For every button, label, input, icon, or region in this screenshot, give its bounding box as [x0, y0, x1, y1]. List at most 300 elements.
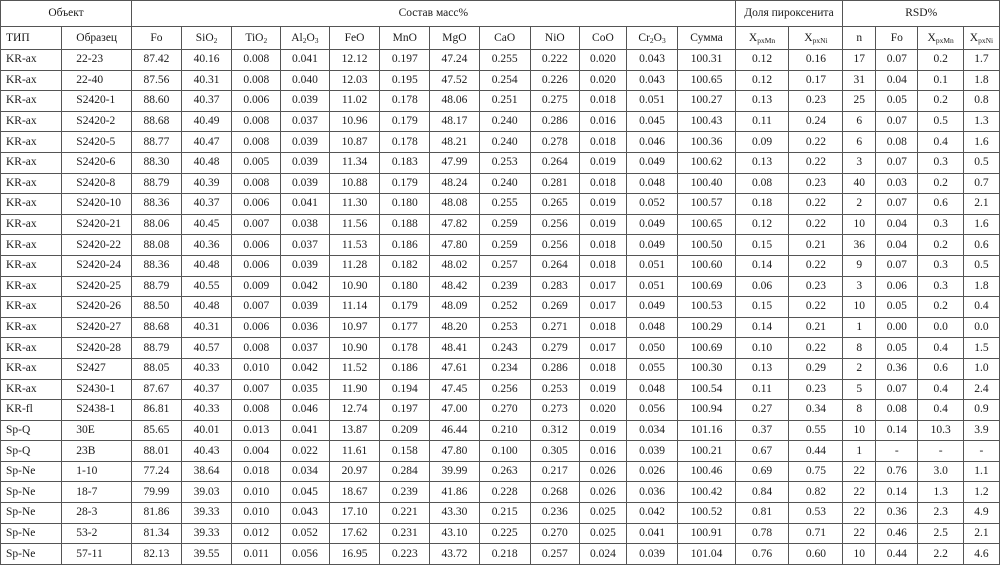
cell-xpxmn: 0.11	[735, 111, 789, 132]
cell-rsd-xpxmn: 0.3	[918, 214, 963, 235]
cell-n: 10	[843, 297, 876, 318]
cell-rsd-xpxmn: 0.4	[918, 400, 963, 421]
table-row	[1, 276, 1000, 297]
cell-type: Sp-Ne	[1, 544, 62, 565]
cell-mno: 0.209	[380, 420, 430, 441]
column-header-xpxmn: $X_{pxMn}$	[735, 27, 789, 50]
column-header-al2o3: $Al_2O_3$	[281, 27, 330, 50]
table-row	[1, 50, 1000, 71]
cell-al2o3: 0.037	[281, 338, 330, 359]
cell-cao: 0.255	[479, 194, 530, 215]
cell-coo: 0.018	[580, 255, 627, 276]
table-row	[1, 544, 1000, 565]
cell-cao: 0.240	[479, 111, 530, 132]
cell-rsd-xpxmn: 10.3	[918, 420, 963, 441]
cell-xpxni: 0.29	[789, 358, 843, 379]
cell-xpxmn: 0.06	[735, 276, 789, 297]
cell-mgo: 41.86	[430, 482, 480, 503]
cell-sample: S2420-8	[62, 173, 132, 194]
cell-feo: 10.87	[329, 132, 380, 153]
cell-rsd-xpxmn: 0.3	[918, 276, 963, 297]
cell-sio2: 40.36	[181, 235, 232, 256]
cell-mno: 0.231	[380, 523, 430, 544]
cell-tio2: 0.007	[232, 214, 281, 235]
cell-xpxni: 0.16	[789, 50, 843, 71]
cell-mno: 0.223	[380, 544, 430, 565]
cell-fo: 88.79	[132, 338, 182, 359]
cell-rsd-xpxni: 1.0	[963, 358, 999, 379]
cell-nio: 0.281	[530, 173, 580, 194]
cell-al2o3: 0.056	[281, 544, 330, 565]
cell-rsd-fo: 0.08	[876, 400, 918, 421]
cell-n: 31	[843, 70, 876, 91]
cell-fo: 87.67	[132, 379, 182, 400]
table-row	[1, 255, 1000, 276]
object-group-header: Объект	[1, 1, 132, 27]
cell-tio2: 0.008	[232, 173, 281, 194]
cell-cr2o3: 0.049	[626, 152, 678, 173]
cell-coo: 0.016	[580, 111, 627, 132]
cell-mno: 0.180	[380, 276, 430, 297]
cell-coo: 0.019	[580, 420, 627, 441]
cell-rsd-xpxni: 1.6	[963, 214, 999, 235]
cell-fo: 77.24	[132, 461, 182, 482]
cell-tio2: 0.006	[232, 91, 281, 112]
cell-xpxni: 0.22	[789, 152, 843, 173]
cell-rsd-xpxmn: 0.2	[918, 91, 963, 112]
cell-n: 10	[843, 214, 876, 235]
cell-al2o3: 0.042	[281, 358, 330, 379]
cell-sum: 100.91	[678, 523, 735, 544]
cell-nio: 0.279	[530, 338, 580, 359]
cell-xpxni: 0.23	[789, 173, 843, 194]
cell-mgo: 48.24	[430, 173, 480, 194]
cell-rsd-fo: 0.06	[876, 276, 918, 297]
cell-al2o3: 0.039	[281, 152, 330, 173]
cell-fo: 87.42	[132, 50, 182, 71]
cell-rsd-xpxmn: 0.4	[918, 379, 963, 400]
cell-feo: 17.62	[329, 523, 380, 544]
cell-mno: 0.188	[380, 214, 430, 235]
table-body	[1, 50, 1000, 565]
cell-al2o3: 0.039	[281, 91, 330, 112]
cell-rsd-xpxni: 0.6	[963, 235, 999, 256]
cell-rsd-xpxni: 0.4	[963, 297, 999, 318]
column-header-rsd-xpxni: $X_{pxNi}$	[963, 27, 999, 50]
table-row	[1, 461, 1000, 482]
cell-mgo: 48.02	[430, 255, 480, 276]
cell-sum: 100.27	[678, 91, 735, 112]
cell-feo: 10.96	[329, 111, 380, 132]
cell-sio2: 40.48	[181, 255, 232, 276]
cell-sum: 100.60	[678, 255, 735, 276]
cell-feo: 20.97	[329, 461, 380, 482]
cell-cao: 0.255	[479, 50, 530, 71]
cell-rsd-fo: 0.05	[876, 91, 918, 112]
cell-n: 10	[843, 420, 876, 441]
cell-al2o3: 0.022	[281, 441, 330, 462]
composition-group-header: Состав масс%	[132, 1, 736, 27]
cell-rsd-xpxni: 0.5	[963, 255, 999, 276]
cell-sio2: 40.39	[181, 173, 232, 194]
cell-nio: 0.236	[530, 503, 580, 524]
cell-rsd-fo: 0.05	[876, 338, 918, 359]
cell-sample: S2420-25	[62, 276, 132, 297]
cell-al2o3: 0.041	[281, 194, 330, 215]
cell-n: 22	[843, 523, 876, 544]
table-row	[1, 317, 1000, 338]
cell-sio2: 40.48	[181, 152, 232, 173]
cell-nio: 0.226	[530, 70, 580, 91]
cell-rsd-xpxmn: 2.5	[918, 523, 963, 544]
cell-al2o3: 0.043	[281, 503, 330, 524]
cell-coo: 0.020	[580, 400, 627, 421]
cell-nio: 0.264	[530, 152, 580, 173]
cell-rsd-xpxmn: 0.6	[918, 358, 963, 379]
table-row	[1, 173, 1000, 194]
cell-xpxmn: 0.67	[735, 441, 789, 462]
cell-fo: 88.79	[132, 276, 182, 297]
cell-mno: 0.158	[380, 441, 430, 462]
cell-xpxmn: 0.10	[735, 338, 789, 359]
column-header-mgo: MgO	[430, 27, 480, 50]
cell-sample: S2420-26	[62, 297, 132, 318]
cell-feo: 11.56	[329, 214, 380, 235]
cell-type: Sp-Ne	[1, 523, 62, 544]
cell-feo: 11.90	[329, 379, 380, 400]
cell-sio2: 40.55	[181, 276, 232, 297]
cell-tio2: 0.008	[232, 400, 281, 421]
cell-n: 40	[843, 173, 876, 194]
cell-cao: 0.252	[479, 297, 530, 318]
cell-feo: 17.10	[329, 503, 380, 524]
cell-coo: 0.017	[580, 276, 627, 297]
cell-rsd-fo: 0.04	[876, 214, 918, 235]
cell-al2o3: 0.039	[281, 297, 330, 318]
cell-mgo: 47.52	[430, 70, 480, 91]
cell-tio2: 0.010	[232, 358, 281, 379]
cell-xpxmn: 0.12	[735, 50, 789, 71]
cell-mgo: 47.80	[430, 235, 480, 256]
cell-sum: 101.16	[678, 420, 735, 441]
cell-rsd-xpxni: 0.0	[963, 317, 999, 338]
cell-nio: 0.286	[530, 111, 580, 132]
cell-mno: 0.197	[380, 50, 430, 71]
cell-fo: 88.01	[132, 441, 182, 462]
cell-rsd-xpxmn: 0.5	[918, 111, 963, 132]
cell-tio2: 0.011	[232, 544, 281, 565]
cell-coo: 0.018	[580, 132, 627, 153]
cell-rsd-xpxmn: 0.4	[918, 132, 963, 153]
cell-rsd-xpxmn: 0.4	[918, 338, 963, 359]
cell-sum: 100.31	[678, 50, 735, 71]
cell-cao: 0.225	[479, 523, 530, 544]
cell-nio: 0.264	[530, 255, 580, 276]
cell-type: KR-ax	[1, 70, 62, 91]
cell-mgo: 43.30	[430, 503, 480, 524]
cell-mgo: 47.61	[430, 358, 480, 379]
cell-al2o3: 0.052	[281, 523, 330, 544]
table-row	[1, 400, 1000, 421]
cell-mno: 0.177	[380, 317, 430, 338]
cell-tio2: 0.007	[232, 379, 281, 400]
table-row	[1, 91, 1000, 112]
cell-sample: S2420-5	[62, 132, 132, 153]
cell-xpxni: 0.23	[789, 379, 843, 400]
cell-feo: 11.52	[329, 358, 380, 379]
cell-xpxni: 0.24	[789, 111, 843, 132]
cell-sum: 100.36	[678, 132, 735, 153]
cell-rsd-xpxmn: 0.3	[918, 152, 963, 173]
cell-cao: 0.254	[479, 70, 530, 91]
cell-sio2: 40.01	[181, 420, 232, 441]
cell-sio2: 40.43	[181, 441, 232, 462]
cell-cr2o3: 0.046	[626, 132, 678, 153]
table-row	[1, 70, 1000, 91]
cell-sample: S2427	[62, 358, 132, 379]
cell-n: 22	[843, 482, 876, 503]
cell-sum: 100.30	[678, 358, 735, 379]
cell-sum: 100.65	[678, 214, 735, 235]
cell-coo: 0.025	[580, 523, 627, 544]
cell-rsd-xpxmn: 0.2	[918, 173, 963, 194]
cell-rsd-xpxni: 4.9	[963, 503, 999, 524]
cell-n: 3	[843, 276, 876, 297]
cell-rsd-xpxni: 1.3	[963, 111, 999, 132]
cell-fo: 79.99	[132, 482, 182, 503]
cell-fo: 88.36	[132, 255, 182, 276]
cell-xpxmn: 0.14	[735, 317, 789, 338]
cell-rsd-xpxmn: 0.2	[918, 297, 963, 318]
cell-cr2o3: 0.049	[626, 214, 678, 235]
cell-feo: 11.34	[329, 152, 380, 173]
cell-type: KR-ax	[1, 173, 62, 194]
cell-fo: 87.56	[132, 70, 182, 91]
cell-type: KR-ax	[1, 111, 62, 132]
cell-fo: 88.77	[132, 132, 182, 153]
cell-nio: 0.257	[530, 544, 580, 565]
cell-rsd-fo: 0.07	[876, 50, 918, 71]
cell-xpxni: 0.22	[789, 132, 843, 153]
cell-sio2: 40.48	[181, 297, 232, 318]
cell-xpxni: 0.17	[789, 70, 843, 91]
cell-xpxmn: 0.78	[735, 523, 789, 544]
cell-rsd-xpxni: 1.2	[963, 482, 999, 503]
cell-rsd-xpxmn: 0.0	[918, 317, 963, 338]
cell-rsd-xpxmn: 0.3	[918, 255, 963, 276]
cell-type: KR-ax	[1, 235, 62, 256]
cell-tio2: 0.006	[232, 255, 281, 276]
cell-sum: 100.53	[678, 297, 735, 318]
cell-xpxni: 0.75	[789, 461, 843, 482]
cell-xpxmn: 0.12	[735, 214, 789, 235]
cell-sio2: 40.33	[181, 400, 232, 421]
cell-rsd-xpxni: 1.1	[963, 461, 999, 482]
cell-sum: 100.65	[678, 70, 735, 91]
cell-rsd-fo: 0.07	[876, 255, 918, 276]
cell-sample: S2420-2	[62, 111, 132, 132]
cell-tio2: 0.007	[232, 297, 281, 318]
cell-sample: S2420-21	[62, 214, 132, 235]
rsd-group-header: RSD%	[843, 1, 1000, 27]
cell-type: KR-fl	[1, 400, 62, 421]
cell-cr2o3: 0.042	[626, 503, 678, 524]
cell-mgo: 47.00	[430, 400, 480, 421]
cell-cr2o3: 0.049	[626, 297, 678, 318]
pyroxenite-group-header: Доля пироксенита	[735, 1, 843, 27]
cell-cao: 0.100	[479, 441, 530, 462]
cell-cao: 0.240	[479, 173, 530, 194]
cell-fo: 88.05	[132, 358, 182, 379]
cell-fo: 82.13	[132, 544, 182, 565]
cell-xpxmn: 0.76	[735, 544, 789, 565]
cell-mgo: 47.82	[430, 214, 480, 235]
cell-rsd-xpxni: 4.6	[963, 544, 999, 565]
cell-sample: S2420-27	[62, 317, 132, 338]
cell-al2o3: 0.040	[281, 70, 330, 91]
cell-rsd-fo: 0.07	[876, 111, 918, 132]
cell-sample: 22-40	[62, 70, 132, 91]
cell-n: 10	[843, 544, 876, 565]
cell-rsd-xpxmn: 3.0	[918, 461, 963, 482]
cell-coo: 0.018	[580, 91, 627, 112]
cell-fo: 88.79	[132, 173, 182, 194]
cell-feo: 10.90	[329, 338, 380, 359]
cell-feo: 16.95	[329, 544, 380, 565]
cell-xpxmn: 0.08	[735, 173, 789, 194]
cell-rsd-fo: 0.14	[876, 420, 918, 441]
cell-sample: S2438-1	[62, 400, 132, 421]
cell-feo: 12.03	[329, 70, 380, 91]
cell-n: 2	[843, 358, 876, 379]
cell-cao: 0.257	[479, 255, 530, 276]
column-header-n: n	[843, 27, 876, 50]
cell-fo: 81.34	[132, 523, 182, 544]
cell-fo: 88.50	[132, 297, 182, 318]
cell-nio: 0.312	[530, 420, 580, 441]
cell-n: 1	[843, 317, 876, 338]
cell-xpxmn: 0.69	[735, 461, 789, 482]
cell-rsd-fo: 0.05	[876, 297, 918, 318]
cell-xpxmn: 0.15	[735, 297, 789, 318]
cell-mno: 0.197	[380, 400, 430, 421]
column-header-feo: FeO	[329, 27, 380, 50]
cell-mgo: 47.99	[430, 152, 480, 173]
cell-sample: 28-3	[62, 503, 132, 524]
cell-type: KR-ax	[1, 50, 62, 71]
cell-mgo: 47.45	[430, 379, 480, 400]
cell-coo: 0.018	[580, 358, 627, 379]
cell-xpxni: 0.55	[789, 420, 843, 441]
cell-xpxni: 0.53	[789, 503, 843, 524]
column-header-cao: CaO	[479, 27, 530, 50]
cell-sum: 100.46	[678, 461, 735, 482]
cell-feo: 12.12	[329, 50, 380, 71]
cell-tio2: 0.009	[232, 276, 281, 297]
cell-coo: 0.024	[580, 544, 627, 565]
table-row	[1, 194, 1000, 215]
cell-mno: 0.194	[380, 379, 430, 400]
cell-fo: 88.68	[132, 317, 182, 338]
cell-sio2: 40.37	[181, 379, 232, 400]
cell-type: Sp-Q	[1, 441, 62, 462]
cell-sum: 100.69	[678, 338, 735, 359]
cell-n: 5	[843, 379, 876, 400]
table-row	[1, 420, 1000, 441]
column-header-rsd-xpxmn: $X_{pxMn}$	[918, 27, 963, 50]
cell-tio2: 0.006	[232, 317, 281, 338]
cell-cr2o3: 0.045	[626, 111, 678, 132]
cell-mgo: 48.17	[430, 111, 480, 132]
cell-sample: 53-2	[62, 523, 132, 544]
cell-sum: 100.29	[678, 317, 735, 338]
cell-al2o3: 0.042	[281, 276, 330, 297]
cell-nio: 0.222	[530, 50, 580, 71]
cell-nio: 0.269	[530, 297, 580, 318]
cell-n: 8	[843, 338, 876, 359]
column-header-rsd-fo: Fo	[876, 27, 918, 50]
cell-cr2o3: 0.039	[626, 544, 678, 565]
cell-rsd-xpxmn: 0.6	[918, 194, 963, 215]
cell-xpxni: 0.21	[789, 317, 843, 338]
cell-coo: 0.019	[580, 214, 627, 235]
cell-rsd-xpxni: 2.1	[963, 194, 999, 215]
cell-rsd-fo: 0.00	[876, 317, 918, 338]
cell-al2o3: 0.037	[281, 235, 330, 256]
cell-rsd-fo: 0.14	[876, 482, 918, 503]
cell-coo: 0.019	[580, 194, 627, 215]
cell-n: 22	[843, 461, 876, 482]
cell-nio: 0.217	[530, 461, 580, 482]
cell-rsd-xpxni: 0.5	[963, 152, 999, 173]
cell-feo: 11.28	[329, 255, 380, 276]
cell-sample: S2420-6	[62, 152, 132, 173]
cell-fo: 88.06	[132, 214, 182, 235]
cell-tio2: 0.004	[232, 441, 281, 462]
cell-al2o3: 0.041	[281, 50, 330, 71]
cell-sio2: 40.57	[181, 338, 232, 359]
cell-mgo: 48.09	[430, 297, 480, 318]
column-header-tio2: TiO$_2$	[232, 27, 281, 50]
cell-xpxni: 0.22	[789, 255, 843, 276]
cell-type: KR-ax	[1, 214, 62, 235]
cell-rsd-fo: 0.44	[876, 544, 918, 565]
cell-mgo: 48.06	[430, 91, 480, 112]
cell-rsd-xpxni: 1.7	[963, 50, 999, 71]
cell-nio: 0.268	[530, 482, 580, 503]
cell-mgo: 39.99	[430, 461, 480, 482]
cell-cr2o3: 0.051	[626, 255, 678, 276]
cell-sum: 101.04	[678, 544, 735, 565]
cell-coo: 0.016	[580, 441, 627, 462]
cell-xpxmn: 0.84	[735, 482, 789, 503]
cell-feo: 11.14	[329, 297, 380, 318]
cell-nio: 0.305	[530, 441, 580, 462]
cell-tio2: 0.018	[232, 461, 281, 482]
cell-fo: 81.86	[132, 503, 182, 524]
cell-cr2o3: 0.048	[626, 317, 678, 338]
cell-rsd-xpxni: 1.5	[963, 338, 999, 359]
cell-mno: 0.239	[380, 482, 430, 503]
cell-tio2: 0.008	[232, 132, 281, 153]
cell-coo: 0.018	[580, 235, 627, 256]
cell-xpxni: 0.34	[789, 400, 843, 421]
cell-nio: 0.275	[530, 91, 580, 112]
cell-coo: 0.026	[580, 461, 627, 482]
cell-mgo: 48.41	[430, 338, 480, 359]
cell-xpxni: 0.60	[789, 544, 843, 565]
cell-feo: 11.30	[329, 194, 380, 215]
